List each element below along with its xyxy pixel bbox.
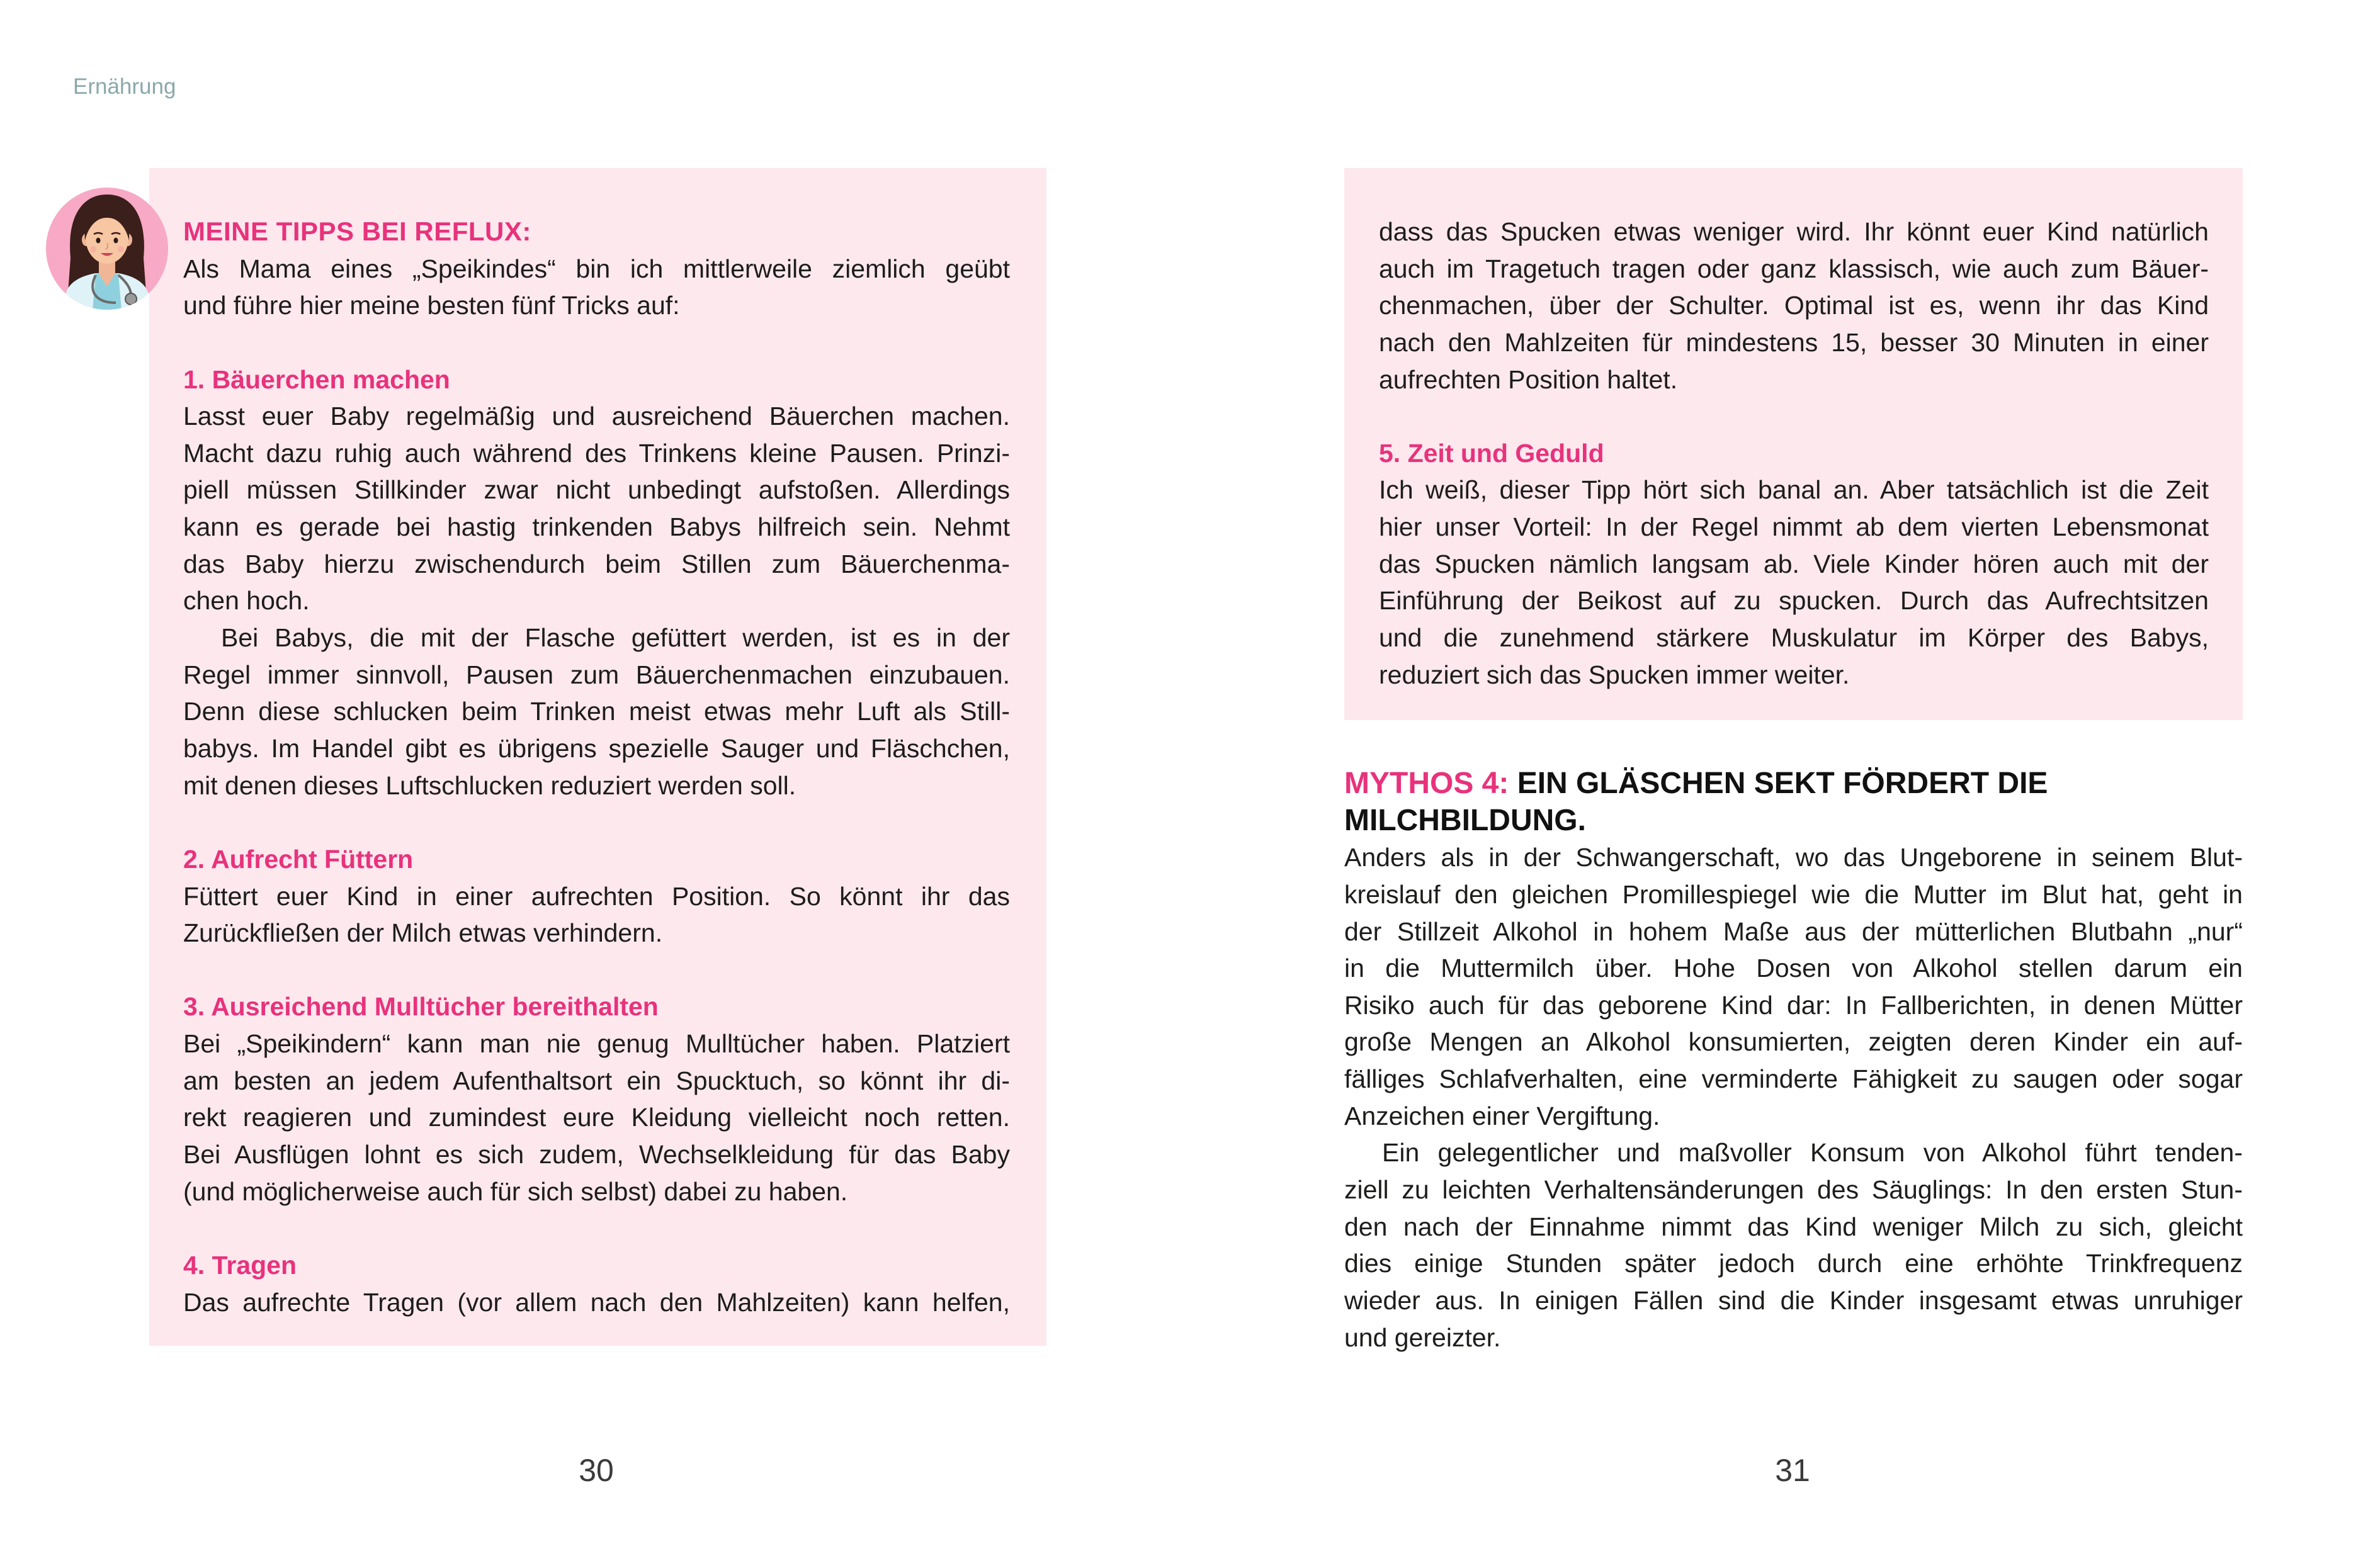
spacer <box>183 324 1010 361</box>
body-line: kreislauf den gleichen Promillespiegel wie die Mutter im Blut hat, geht in <box>1344 879 2243 909</box>
tip-line: Zurückfließen der Milch etwas verhindern. <box>183 918 663 948</box>
body-line: ziell zu leichten Verhaltensänderungen des Säuglings: In den ersten Stun- <box>1344 1175 2243 1205</box>
body-line: Ein gelegentlicher und maßvoller Konsum von Alkohol führt tenden- <box>1382 1138 2243 1168</box>
tip-line: (und möglicherweise auch für sich selbst) dabei zu haben. <box>183 1176 848 1206</box>
body-line: fälliges Schlafverhalten, eine verminderte Fähigkeit zu saugen oder sogar <box>1344 1064 2243 1094</box>
tip-line: piell müssen Stillkinder zwar nicht unbedingt aufstoßen. Allerdings <box>183 475 1010 505</box>
tip-line: Lasst euer Baby regelmäßig und ausreichend Bäuerchen machen. <box>183 402 1010 431</box>
tip-heading: 4. Tragen <box>183 1250 297 1280</box>
tip-line: kann es gerade bei hastig trinkenden Babys hilfreich sein. Nehmt <box>183 512 1010 542</box>
tip-line: Bei Ausflügen lohnt es sich zudem, Wechselkleidung für das Baby <box>183 1140 1010 1169</box>
doctor-avatar-icon <box>38 179 176 318</box>
spacer <box>183 1210 1010 1247</box>
spacer <box>1379 398 2209 435</box>
tip-line: dass das Spucken etwas weniger wird. Ihr könnt euer Kind natürlich <box>1379 217 2209 246</box>
tip-line: chen hoch. <box>183 586 310 616</box>
tips-box-continued-text <box>1379 213 2209 693</box>
body-line: Anzeichen einer Vergiftung. <box>1344 1101 1660 1130</box>
tip-line: mit denen dieses Luftschlucken reduziert werden soll. <box>183 770 796 800</box>
tip-heading: 1. Bäuerchen machen <box>183 364 450 394</box>
body-line: und gereizter. <box>1344 1322 1501 1352</box>
spacer <box>183 804 1010 841</box>
myth-title-continued: MILCHBILDUNG. <box>1344 803 1586 837</box>
body-line: der Stillzeit Alkohol in hohem Maße aus der mütterlichen Blutbahn „nur“ <box>1344 916 2243 946</box>
tip-line: Denn diese schlucken beim Trinken meist etwas mehr Luft als Still- <box>183 697 1010 726</box>
body-line: Anders als in der Schwangerschaft, wo das Ungeborene in seinem Blut- <box>1344 843 2243 872</box>
tip-line: am besten an jedem Aufenthaltsort ein Spucktuch, so könnt ihr di- <box>183 1066 1010 1095</box>
tip-line: Das aufrechte Tragen (vor allem nach den Mahlzeiten) kann helfen, <box>183 1287 1010 1317</box>
spacer <box>183 952 1010 989</box>
tip-line: Bei Babys, die mit der Flasche gefüttert werden, ist es in der <box>221 623 1010 653</box>
tip-heading: 3. Ausreichend Mulltücher bereithalten <box>183 992 659 1022</box>
tip-line: das Baby hierzu zwischendurch beim Stillen zum Bäuerchenma- <box>183 549 1010 578</box>
tip-line: reduziert sich das Spucken immer weiter. <box>1379 660 1850 689</box>
tip-line: babys. Im Handel gibt es übrigens spezielle Sauger und Fläschchen, <box>183 733 1010 763</box>
page-number: 31 <box>1775 1453 1810 1488</box>
tip-line: rekt reagieren und zumindest eure Kleidung vielleicht noch retten. <box>183 1103 1010 1132</box>
tip-line: Macht dazu ruhig auch während des Trinkens kleine Pausen. Prinzi- <box>183 438 1010 468</box>
section-title: Ernährung <box>73 74 176 99</box>
intro-line: und führe hier meine besten fünf Tricks auf: <box>183 291 680 320</box>
tip-heading: 5. Zeit und Geduld <box>1379 438 1604 468</box>
myth-section <box>1344 765 2243 1356</box>
tips-box-title: MEINE TIPPS BEI REFLUX: <box>183 217 531 246</box>
tip-line: Bei „Speikindern“ kann man nie genug Mulltücher haben. Platziert <box>183 1029 1010 1059</box>
myth-label: MYTHOS 4: <box>1344 767 1509 800</box>
body-line: den nach der Einnahme nimmt das Kind weniger Milch zu sich, gleicht <box>1344 1212 2243 1241</box>
tip-line: das Spucken nämlich langsam ab. Viele Kinder hören auch mit der <box>1379 549 2209 578</box>
tip-line: Füttert euer Kind in einer aufrechten Position. So könnt ihr das <box>183 881 1010 911</box>
tip-line: nach den Mahlzeiten für mindestens 15, besser 30 Minuten in einer <box>1379 327 2209 357</box>
body-line: große Mengen an Alkohol konsumierten, zeigten deren Kinder ein auf- <box>1344 1027 2243 1057</box>
body-line: in die Muttermilch über. Hohe Dosen von Alkohol stellen darum ein <box>1344 954 2243 983</box>
tip-line: hier unser Vorteil: In der Regel nimmt ab dem vierten Lebensmonat <box>1379 512 2209 542</box>
body-line: wieder aus. In einigen Fällen sind die Kinder insgesamt etwas unruhiger <box>1344 1285 2243 1315</box>
myth-heading <box>1344 765 2243 803</box>
tip-line: auch im Tragetuch tragen oder ganz klassisch, wie auch zum Bäuer- <box>1379 254 2209 283</box>
tip-line: Regel immer sinnvoll, Pausen zum Bäuerchenmachen einzubauen. <box>183 660 1010 689</box>
tip-line: chenmachen, über der Schulter. Optimal ist es, wenn ihr das Kind <box>1379 291 2209 320</box>
body-line: dies einige Stunden später jedoch durch eine erhöhte Trinkfrequenz <box>1344 1249 2243 1278</box>
tip-line: Einführung der Beikost auf zu spucken. Durch das Aufrechtsitzen <box>1379 586 2209 616</box>
page-right <box>1190 0 2380 1561</box>
intro-line: Als Mama eines „Speikindes“ bin ich mittlerweile ziemlich geübt <box>183 254 1010 283</box>
tip-heading: 2. Aufrecht Füttern <box>183 844 414 874</box>
tips-box-text <box>183 213 1010 1321</box>
tip-line: Ich weiß, dieser Tipp hört sich banal an. Aber tatsächlich ist die Zeit <box>1379 475 2209 505</box>
body-line: Risiko auch für das geborene Kind dar: In Fallberichten, in denen Mütter <box>1344 990 2243 1020</box>
page-number: 30 <box>579 1453 614 1488</box>
tip-line: aufrechten Position haltet. <box>1379 364 1678 394</box>
tip-line: und die zunehmend stärkere Muskulatur im Körper des Babys, <box>1379 623 2209 653</box>
myth-title: EIN GLÄSCHEN SEKT FÖRDERT DIE <box>1517 767 2048 800</box>
